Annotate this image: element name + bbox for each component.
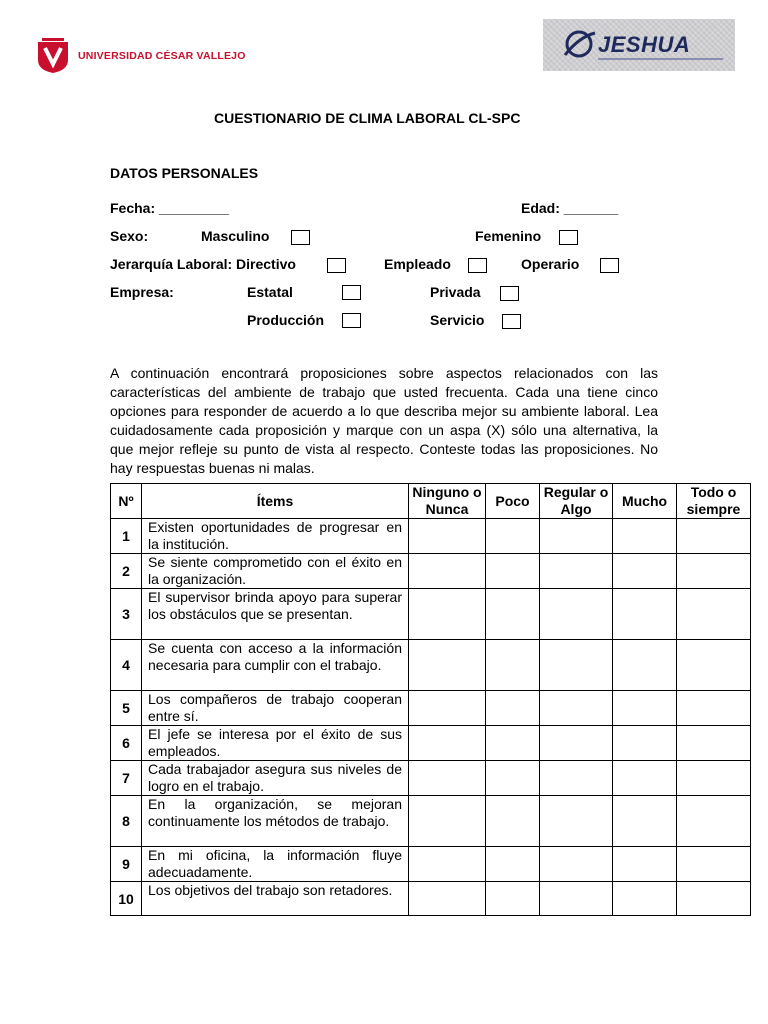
row-number: 1 — [111, 519, 142, 554]
option-ninguno-cell[interactable] — [409, 847, 486, 882]
row-number: 5 — [111, 691, 142, 726]
jerarquia-label: Jerarquía Laboral: Directivo — [110, 256, 296, 272]
option-mucho-cell[interactable] — [613, 726, 677, 761]
option-regular-cell[interactable] — [540, 796, 613, 847]
company-swoosh-icon — [561, 27, 597, 61]
row-item: Se cuenta con acceso a la información necesaria para cumplir con el trabajo. — [142, 640, 409, 691]
option-todo-cell[interactable] — [677, 589, 751, 640]
option-ninguno-cell[interactable] — [409, 519, 486, 554]
option-regular-cell[interactable] — [540, 726, 613, 761]
option-todo-cell[interactable] — [677, 691, 751, 726]
option-poco-cell[interactable] — [486, 726, 540, 761]
directivo-checkbox[interactable] — [327, 258, 346, 273]
page-title: CUESTIONARIO DE CLIMA LABORAL CL-SPC — [214, 110, 521, 126]
option-todo-cell[interactable] — [677, 554, 751, 589]
header-todo: Todo o siempre — [677, 484, 751, 519]
operario-label: Operario — [521, 256, 580, 272]
masculino-checkbox[interactable] — [291, 230, 310, 245]
option-todo-cell[interactable] — [677, 761, 751, 796]
servicio-checkbox[interactable] — [502, 314, 521, 329]
option-regular-cell[interactable] — [540, 554, 613, 589]
table-row — [111, 761, 751, 796]
section-heading: DATOS PERSONALES — [110, 165, 259, 181]
masculino-label: Masculino — [201, 228, 270, 244]
option-todo-cell[interactable] — [677, 796, 751, 847]
option-regular-cell[interactable] — [540, 589, 613, 640]
empleado-checkbox[interactable] — [468, 258, 487, 273]
option-ninguno-cell[interactable] — [409, 726, 486, 761]
option-ninguno-cell[interactable] — [409, 589, 486, 640]
row-number: 6 — [111, 726, 142, 761]
header-poco: Poco — [486, 484, 540, 519]
row-item: El jefe se interesa por el éxito de sus empleados. — [142, 726, 409, 761]
option-mucho-cell[interactable] — [613, 589, 677, 640]
option-poco-cell[interactable] — [486, 847, 540, 882]
servicio-label: Servicio — [430, 312, 485, 328]
option-mucho-cell[interactable] — [613, 882, 677, 916]
row-item: Se siente comprometido con el éxito en la organización. — [142, 554, 409, 589]
option-todo-cell[interactable] — [677, 519, 751, 554]
privada-checkbox[interactable] — [500, 286, 519, 301]
table-row — [111, 726, 751, 761]
row-item: En mi oficina, la información fluye adecuadamente. — [142, 847, 409, 882]
option-mucho-cell[interactable] — [613, 761, 677, 796]
option-ninguno-cell[interactable] — [409, 691, 486, 726]
option-mucho-cell[interactable] — [613, 847, 677, 882]
university-name: UNIVERSIDAD CÉSAR VALLEJO — [78, 50, 246, 62]
row-number: 9 — [111, 847, 142, 882]
option-poco-cell[interactable] — [486, 589, 540, 640]
option-todo-cell[interactable] — [677, 726, 751, 761]
instructions-paragraph — [110, 364, 658, 478]
row-item: En la organización, se mejoran continuamente los métodos de trabajo. — [142, 796, 409, 847]
row-number: 3 — [111, 589, 142, 640]
option-regular-cell[interactable] — [540, 882, 613, 916]
option-poco-cell[interactable] — [486, 519, 540, 554]
option-ninguno-cell[interactable] — [409, 796, 486, 847]
option-regular-cell[interactable] — [540, 691, 613, 726]
table-row — [111, 691, 751, 726]
row-number: 7 — [111, 761, 142, 796]
sexo-label: Sexo: — [110, 228, 149, 244]
header-mucho: Mucho — [613, 484, 677, 519]
option-mucho-cell[interactable] — [613, 691, 677, 726]
header-num: Nº — [111, 484, 142, 519]
table-row — [111, 554, 751, 589]
option-mucho-cell[interactable] — [613, 554, 677, 589]
row-item: Los compañeros de trabajo cooperan entre sí. — [142, 691, 409, 726]
option-mucho-cell[interactable] — [613, 519, 677, 554]
femenino-checkbox[interactable] — [559, 230, 578, 245]
option-regular-cell[interactable] — [540, 847, 613, 882]
instructions-text: A continuación encontrará proposiciones sobre aspectos relacionados con las características del ambiente de trabajo que usted frecuenta. Cada una tiene cinco opciones para responder de acuerdo a lo que describa mejor su ambiente laboral. Lea cuidadosamente cada proposición y marque con un aspa (X) sólo una alternativa, la que mejor refleje su punto de vista al respecto. Conteste todas las proposiciones. No hay respuestas buenas ni malas. — [110, 365, 658, 476]
edad-field[interactable]: Edad: _______ — [521, 200, 619, 216]
produccion-label: Producción — [247, 312, 325, 328]
option-ninguno-cell[interactable] — [409, 554, 486, 589]
produccion-checkbox[interactable] — [342, 313, 361, 328]
operario-checkbox[interactable] — [600, 258, 619, 273]
fecha-field[interactable]: Fecha: _________ — [110, 200, 230, 216]
row-item: Cada trabajador asegura sus niveles de logro en el trabajo. — [142, 761, 409, 796]
company-logo-underline — [598, 58, 723, 60]
row-item: El supervisor brinda apoyo para superar los obstáculos que se presentan. — [142, 589, 409, 640]
table-row — [111, 847, 751, 882]
questionnaire-table — [110, 483, 751, 916]
option-ninguno-cell[interactable] — [409, 882, 486, 916]
table-row — [111, 796, 751, 847]
option-poco-cell[interactable] — [486, 882, 540, 916]
empresa-label: Empresa: — [110, 284, 174, 300]
estatal-checkbox[interactable] — [342, 285, 361, 300]
femenino-label: Femenino — [475, 228, 542, 244]
row-item: Los objetivos del trabajo son retadores. — [142, 882, 409, 916]
option-poco-cell[interactable] — [486, 796, 540, 847]
row-item: Existen oportunidades de progresar en la institución. — [142, 519, 409, 554]
university-logo — [36, 38, 276, 74]
option-ninguno-cell[interactable] — [409, 761, 486, 796]
option-poco-cell[interactable] — [486, 761, 540, 796]
table-row — [111, 589, 751, 640]
option-regular-cell[interactable] — [540, 640, 613, 691]
table-row — [111, 640, 751, 691]
estatal-label: Estatal — [247, 284, 293, 300]
option-mucho-cell[interactable] — [613, 640, 677, 691]
option-poco-cell[interactable] — [486, 640, 540, 691]
table-row — [111, 882, 751, 916]
empleado-label: Empleado — [384, 256, 451, 272]
row-number: 2 — [111, 554, 142, 589]
privada-label: Privada — [430, 284, 481, 300]
option-poco-cell[interactable] — [486, 691, 540, 726]
header-regular: Regular o Algo — [540, 484, 613, 519]
header-items: Ítems — [142, 484, 409, 519]
header-ninguno: Ninguno o Nunca — [409, 484, 486, 519]
company-logo — [543, 19, 735, 71]
option-mucho-cell[interactable] — [613, 796, 677, 847]
row-number: 10 — [111, 882, 142, 916]
option-todo-cell[interactable] — [677, 640, 751, 691]
option-ninguno-cell[interactable] — [409, 640, 486, 691]
row-number: 8 — [111, 796, 142, 847]
option-regular-cell[interactable] — [540, 519, 613, 554]
table-row — [111, 519, 751, 554]
row-number: 4 — [111, 640, 142, 691]
university-shield-icon — [36, 38, 70, 74]
option-regular-cell[interactable] — [540, 761, 613, 796]
table-header-row — [111, 484, 751, 519]
option-todo-cell[interactable] — [677, 847, 751, 882]
option-poco-cell[interactable] — [486, 554, 540, 589]
option-todo-cell[interactable] — [677, 882, 751, 916]
company-logo-text: JESHUA — [598, 32, 691, 57]
